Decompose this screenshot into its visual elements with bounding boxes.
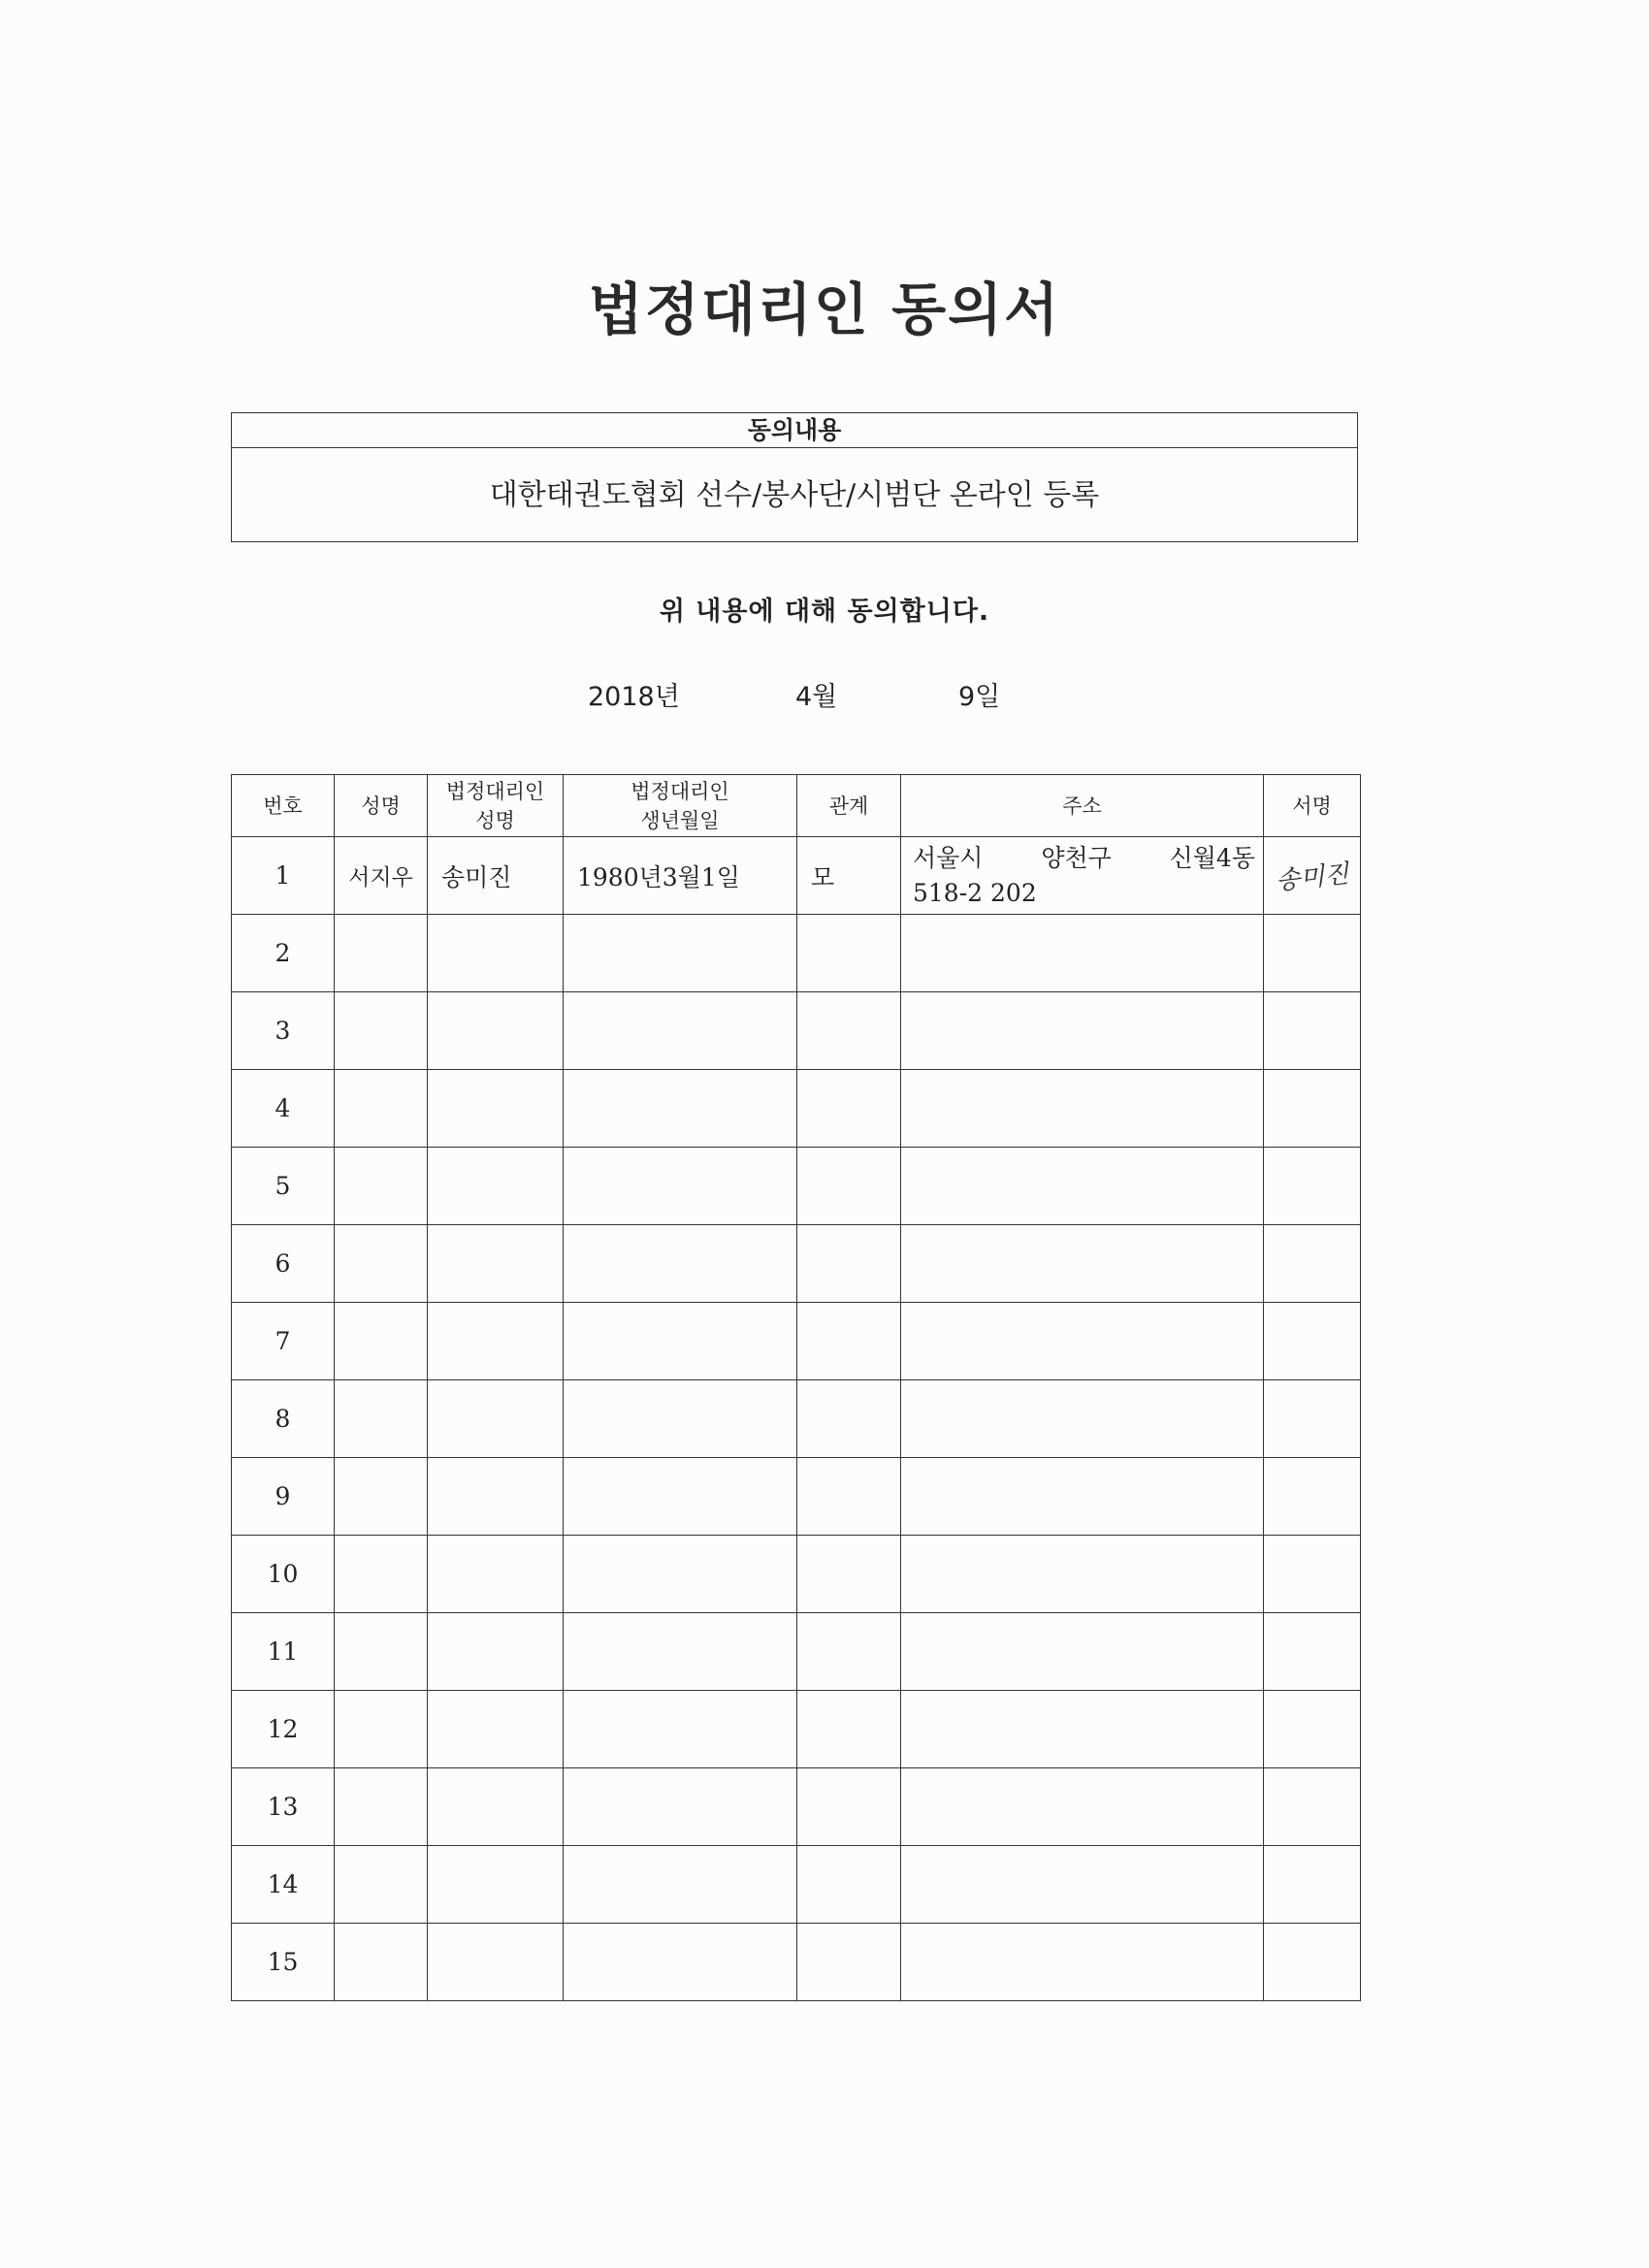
- row-name[interactable]: [335, 1148, 428, 1225]
- table-row: [232, 1613, 1361, 1691]
- row-guardian-name[interactable]: [428, 1768, 564, 1846]
- row-guardian-name: 송미진: [428, 837, 564, 915]
- consent-body: 대한태권도협회 선수/봉사단/시범단 온라인 등록: [489, 478, 1100, 512]
- row-signature[interactable]: [1264, 1303, 1361, 1380]
- row-signature[interactable]: [1264, 1380, 1361, 1458]
- row-number: 5: [232, 1148, 335, 1225]
- table-row: [232, 1070, 1361, 1148]
- row-name[interactable]: [335, 992, 428, 1070]
- address-city: 서울시: [913, 843, 984, 872]
- row-number: 9: [232, 1458, 335, 1536]
- row-signature[interactable]: [1264, 1536, 1361, 1613]
- row-name[interactable]: [335, 1846, 428, 1924]
- row-name[interactable]: [335, 1070, 428, 1148]
- address-district: 양천구: [1041, 843, 1112, 872]
- row-signature[interactable]: [1264, 1148, 1361, 1225]
- date-day: 9일: [958, 682, 1001, 712]
- table-row: [232, 1380, 1361, 1458]
- row-guardian-birth[interactable]: [564, 1225, 797, 1303]
- row-address[interactable]: [901, 1303, 1264, 1380]
- row-relation[interactable]: [797, 1148, 901, 1225]
- row-address[interactable]: [901, 1070, 1264, 1148]
- row-guardian-name[interactable]: [428, 1924, 564, 2001]
- row-number: 7: [232, 1303, 335, 1380]
- header-guardian-birth: [564, 775, 797, 837]
- header-guardian-name: [428, 775, 564, 837]
- row-name[interactable]: [335, 1225, 428, 1303]
- row-relation[interactable]: [797, 1380, 901, 1458]
- row-number: 15: [232, 1924, 335, 2001]
- row-guardian-birth: 1980년3월1일: [564, 837, 797, 915]
- row-number: 3: [232, 992, 335, 1070]
- date-month: 4월: [795, 682, 838, 712]
- row-address[interactable]: [901, 1613, 1264, 1691]
- row-guardian-birth[interactable]: [564, 915, 797, 992]
- row-number: 12: [232, 1691, 335, 1768]
- row-guardian-name[interactable]: [428, 1148, 564, 1225]
- row-address[interactable]: [901, 992, 1264, 1070]
- row-name[interactable]: [335, 1691, 428, 1768]
- row-relation[interactable]: [797, 1303, 901, 1380]
- row-signature[interactable]: [1264, 1225, 1361, 1303]
- row-guardian-birth[interactable]: [564, 1613, 797, 1691]
- handwritten-signature: 송미진: [1274, 859, 1350, 896]
- header-number: 번호: [232, 775, 335, 837]
- header-guardian-name-line1: 법정대리인: [445, 779, 545, 803]
- row-address[interactable]: [901, 1225, 1264, 1303]
- table-row: [232, 1303, 1361, 1380]
- row-relation[interactable]: [797, 1768, 901, 1846]
- row-number: 2: [232, 915, 335, 992]
- row-relation[interactable]: [797, 1458, 901, 1536]
- row-address[interactable]: [901, 1380, 1264, 1458]
- row-guardian-birth[interactable]: [564, 992, 797, 1070]
- agreement-statement: 위 내용에 대해 동의합니다.: [659, 597, 990, 627]
- table-row: [232, 1924, 1361, 2001]
- row-name[interactable]: [335, 915, 428, 992]
- row-number: 11: [232, 1613, 335, 1691]
- row-guardian-name[interactable]: [428, 1225, 564, 1303]
- row-guardian-birth[interactable]: [564, 1070, 797, 1148]
- table-row: [232, 1536, 1361, 1613]
- row-signature[interactable]: [1264, 992, 1361, 1070]
- row-guardian-name[interactable]: [428, 1380, 564, 1458]
- row-guardian-name[interactable]: [428, 1846, 564, 1924]
- row-relation: 모: [797, 837, 901, 915]
- table-row: [232, 992, 1361, 1070]
- table-row: [232, 1458, 1361, 1536]
- row-name[interactable]: [335, 1380, 428, 1458]
- header-name: 성명: [335, 775, 428, 837]
- row-relation[interactable]: [797, 1225, 901, 1303]
- row-name[interactable]: [335, 1536, 428, 1613]
- row-address[interactable]: [901, 1148, 1264, 1225]
- row-relation[interactable]: [797, 915, 901, 992]
- table-row: [232, 1846, 1361, 1924]
- consent-box: [231, 412, 1358, 542]
- row-address[interactable]: [901, 915, 1264, 992]
- row-relation[interactable]: [797, 1613, 901, 1691]
- table-row: [232, 1768, 1361, 1846]
- row-guardian-name[interactable]: [428, 1536, 564, 1613]
- row-name[interactable]: [335, 1768, 428, 1846]
- row-number: 13: [232, 1768, 335, 1846]
- row-name: 서지우: [335, 837, 428, 915]
- row-guardian-birth[interactable]: [564, 1536, 797, 1613]
- row-guardian-birth[interactable]: [564, 1691, 797, 1768]
- row-number: 6: [232, 1225, 335, 1303]
- row-guardian-name[interactable]: [428, 1070, 564, 1148]
- address-dong: 신월4동: [1169, 843, 1255, 872]
- header-relation: 관계: [797, 775, 901, 837]
- row-relation[interactable]: [797, 1070, 901, 1148]
- row-guardian-birth[interactable]: [564, 1846, 797, 1924]
- row-address[interactable]: [901, 1846, 1264, 1924]
- row-signature[interactable]: [1264, 1691, 1361, 1768]
- row-name[interactable]: [335, 1458, 428, 1536]
- row-guardian-birth[interactable]: [564, 1303, 797, 1380]
- row-guardian-name[interactable]: [428, 1303, 564, 1380]
- row-guardian-name[interactable]: [428, 1613, 564, 1691]
- row-guardian-birth[interactable]: [564, 1924, 797, 2001]
- row-number: 10: [232, 1536, 335, 1613]
- row-guardian-name[interactable]: [428, 1691, 564, 1768]
- table-row: [232, 837, 1361, 915]
- row-guardian-birth[interactable]: [564, 1768, 797, 1846]
- header-guardian-name-line2: 성명: [475, 808, 515, 832]
- row-number: 14: [232, 1846, 335, 1924]
- document-title: 법정대리인 동의서: [588, 276, 1061, 342]
- row-signature[interactable]: [1264, 1924, 1361, 2001]
- header-signature: 서명: [1264, 775, 1361, 837]
- row-guardian-name[interactable]: [428, 1458, 564, 1536]
- row-number: 8: [232, 1380, 335, 1458]
- header-address: 주소: [901, 775, 1264, 837]
- table-header-row: [232, 775, 1361, 837]
- row-relation[interactable]: [797, 992, 901, 1070]
- row-address: [901, 837, 1264, 915]
- row-number: 1: [232, 837, 335, 915]
- row-address[interactable]: [901, 1924, 1264, 2001]
- row-address[interactable]: [901, 1691, 1264, 1768]
- row-number: 4: [232, 1070, 335, 1148]
- row-signature[interactable]: [1264, 1613, 1361, 1691]
- guardian-consent-table: [231, 774, 1361, 2001]
- address-line1: [913, 841, 1255, 876]
- row-guardian-name[interactable]: [428, 915, 564, 992]
- row-address[interactable]: [901, 1458, 1264, 1536]
- header-guardian-birth-line1: 법정대리인: [630, 779, 729, 803]
- row-signature[interactable]: [1264, 915, 1361, 992]
- row-name[interactable]: [335, 1613, 428, 1691]
- row-guardian-birth[interactable]: [564, 1148, 797, 1225]
- row-relation[interactable]: [797, 1536, 901, 1613]
- row-name[interactable]: [335, 1303, 428, 1380]
- address-line2: 518-2 202: [913, 878, 1037, 907]
- date-year: 2018년: [588, 682, 680, 712]
- row-name[interactable]: [335, 1924, 428, 2001]
- table-row: [232, 1148, 1361, 1225]
- row-signature[interactable]: [1264, 1458, 1361, 1536]
- row-address[interactable]: [901, 1536, 1264, 1613]
- row-relation[interactable]: [797, 1691, 901, 1768]
- row-address[interactable]: [901, 1768, 1264, 1846]
- row-guardian-name[interactable]: [428, 992, 564, 1070]
- consent-header: 동의내용: [232, 413, 1357, 448]
- table-row: [232, 915, 1361, 992]
- table-row: [232, 1225, 1361, 1303]
- row-relation[interactable]: [797, 1846, 901, 1924]
- row-guardian-birth[interactable]: [564, 1380, 797, 1458]
- row-signature[interactable]: [1264, 1846, 1361, 1924]
- row-signature: [1264, 837, 1361, 915]
- row-signature[interactable]: [1264, 1768, 1361, 1846]
- row-guardian-birth[interactable]: [564, 1458, 797, 1536]
- row-signature[interactable]: [1264, 1070, 1361, 1148]
- row-relation[interactable]: [797, 1924, 901, 2001]
- table-row: [232, 1691, 1361, 1768]
- header-guardian-birth-line2: 생년월일: [640, 808, 720, 832]
